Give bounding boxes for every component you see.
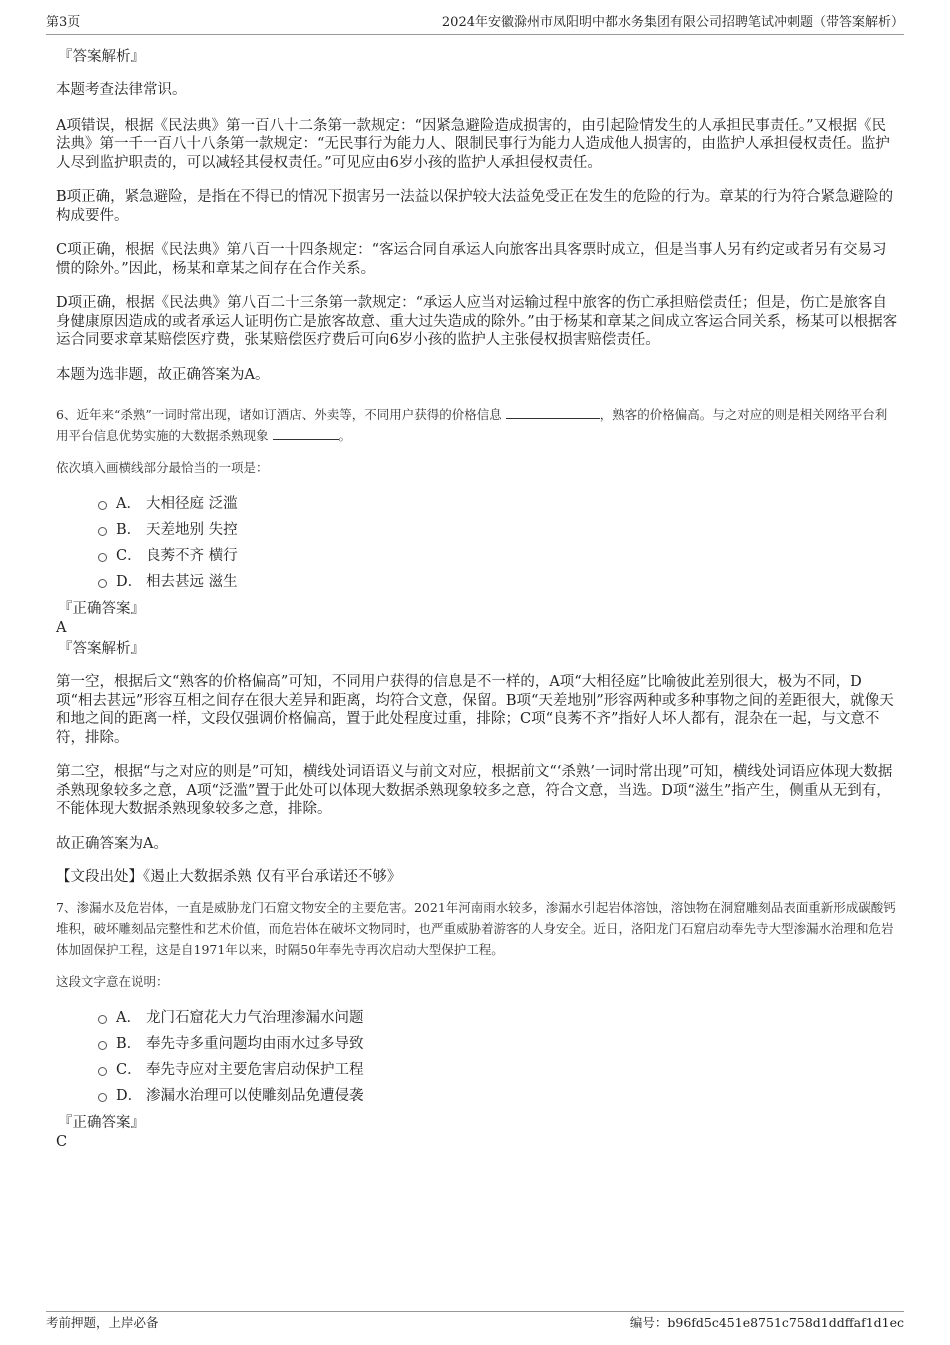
- question-prompt: 这段文字意在说明：: [56, 974, 169, 989]
- question-stem: 6、近年来“杀熟”一词时常出现，诸如订酒店、外卖等，不同用户获得的价格信息 ，熟客的价格偏高。与之对应的则是相关网络平台利用平台信息优势实施的大数据杀熟现象 。: [56, 407, 888, 443]
- analysis-title: 『答案解析』: [58, 49, 145, 65]
- option-b[interactable]: B． 天差地别 失控: [56, 517, 898, 543]
- q5-analysis-section: [56, 47, 898, 384]
- correct-answer-title: 『正确答案』: [58, 1115, 145, 1131]
- footer-slogan: 考前押题，上岸必备: [46, 1315, 159, 1330]
- fill-blank-2: [273, 426, 339, 440]
- question-7: [56, 897, 898, 1151]
- page-number: 第3页: [46, 15, 81, 30]
- option-list: [56, 1005, 898, 1109]
- option-d[interactable]: D． 相去甚远 滋生: [56, 569, 898, 595]
- analysis-conclusion: 故正确答案为A。: [56, 835, 168, 852]
- page-header: [46, 14, 904, 35]
- correct-answer: A: [56, 620, 67, 636]
- option-c[interactable]: C． 奉先寺应对主要危害启动保护工程: [56, 1057, 898, 1083]
- document-serial: 编号：b96fd5c451e8751c758d1ddffaf1d1ec: [629, 1315, 904, 1330]
- question-6: [56, 404, 898, 887]
- analysis-paragraph: 第二空，根据“与之对应的则是”可知，横线处词语语义与前文对应，根据前文“‘杀熟’一词时常出现”可知，横线处词语应体现大数据杀熟现象较多之意，A项“泛滥”置于此处可以体现大数据杀熟现象较多之意，符合文意，当选。D项“滋生”指产生，侧重从无到有，不能体现大数据杀熟现象较多之意，排除。: [56, 764, 893, 817]
- analysis-paragraph: C项正确，根据《民法典》第八百一十四条规定：“客运合同自承运人向旅客出具客票时成立，但是当事人另有约定或者另有交易习惯的除外。”因此，杨某和章某之间存在合作关系。: [56, 242, 887, 277]
- option-a[interactable]: A． 大相径庭 泛滥: [56, 491, 898, 517]
- analysis-paragraph: 本题考查法律常识。: [56, 82, 187, 98]
- analysis-paragraph: B项正确，紧急避险，是指在不得已的情况下损害另一法益以保护较大法益免受正在发生的危险的行为。章某的行为符合紧急避险的构成要件。: [56, 189, 894, 224]
- analysis-conclusion: 本题为选非题，故正确答案为A。: [56, 366, 270, 383]
- analysis-title: 『答案解析』: [58, 641, 145, 657]
- question-prompt: 依次填入画横线部分最恰当的一项是：: [56, 460, 269, 475]
- radio-icon[interactable]: [98, 1067, 107, 1076]
- document-title: 2024年安徽滁州市凤阳明中都水务集团有限公司招聘笔试冲刺题（带答案解析）: [441, 15, 904, 30]
- radio-icon[interactable]: [98, 527, 107, 536]
- option-b[interactable]: B． 奉先寺多重问题均由雨水过多导致: [56, 1031, 898, 1057]
- page-content: [56, 44, 898, 1151]
- text-source: 【文段出处】《遏止大数据杀熟 仅有平台承诺还不够》: [56, 869, 402, 885]
- option-c[interactable]: C． 良莠不齐 横行: [56, 543, 898, 569]
- analysis-paragraph: D项正确，根据《民法典》第八百二十三条第一款规定：“承运人应当对运输过程中旅客的伤亡承担赔偿责任；但是，伤亡是旅客自身健康原因造成的或者承运人证明伤亡是旅客故意、重大过失造成的除外。”由于杨某和章某之间成立客运合同关系，杨某可以根据客运合同要求章某赔偿医疗费，张某赔偿医疗费后可向6岁小孩的监护人主张侵权损害赔偿责任。: [56, 295, 898, 348]
- radio-icon[interactable]: [98, 1015, 107, 1024]
- question-stem: 7、渗漏水及危岩体，一直是威胁龙门石窟文物安全的主要危害。2021年河南雨水较多，渗漏水引起岩体溶蚀，溶蚀物在洞窟雕刻品表面重新形成碳酸钙堆积，破坏雕刻品完整性和艺术价值，而危岩体在破坏文物同时，也严重威胁着游客的人身安全。近日，洛阳龙门石窟启动奉先寺大型渗漏水治理和危岩体加固保护工程，这是自1971年以来，时隔50年奉先寺再次启动大型保护工程。: [56, 900, 896, 957]
- radio-icon[interactable]: [98, 579, 107, 588]
- radio-icon[interactable]: [98, 501, 107, 510]
- correct-answer-title: 『正确答案』: [58, 601, 145, 617]
- correct-answer: C: [56, 1134, 68, 1150]
- radio-icon[interactable]: [98, 1093, 107, 1102]
- option-d[interactable]: D． 渗漏水治理可以使雕刻品免遭侵袭: [56, 1083, 898, 1109]
- fill-blank-1: [506, 405, 600, 419]
- option-a[interactable]: A． 龙门石窟花大力气治理渗漏水问题: [56, 1005, 898, 1031]
- radio-icon[interactable]: [98, 1041, 107, 1050]
- radio-icon[interactable]: [98, 553, 107, 562]
- analysis-paragraph: 第一空，根据后文“熟客的价格偏高”可知，不同用户获得的信息是不一样的，A项“大相径庭”比喻彼此差别很大，极为不同，D项“相去甚远”形容互相之间存在很大差异和距离，均符合文意，保留。B项“天差地别”形容两种或多种事物之间的差距很大，就像天和地之间的距离一样，文段仅强调价格偏高，置于此处程度过重，排除；C项“良莠不齐”指好人坏人都有，混杂在一起，与文意不符，排除。: [56, 674, 894, 746]
- page-footer: [46, 1311, 904, 1330]
- option-list: [56, 491, 898, 595]
- analysis-paragraph: A项错误，根据《民法典》第一百八十二条第一款规定：“因紧急避险造成损害的，由引起险情发生的人承担民事责任。”又根据《民法典》第一千一百八十八条第一款规定：“无民事行为能力人、限制民事行为能力人造成他人损害的，由监护人承担侵权责任。监护人尽到监护职责的，可以减轻其侵权责任。”可见应由6岁小孩的监护人承担侵权责任。: [56, 117, 890, 171]
